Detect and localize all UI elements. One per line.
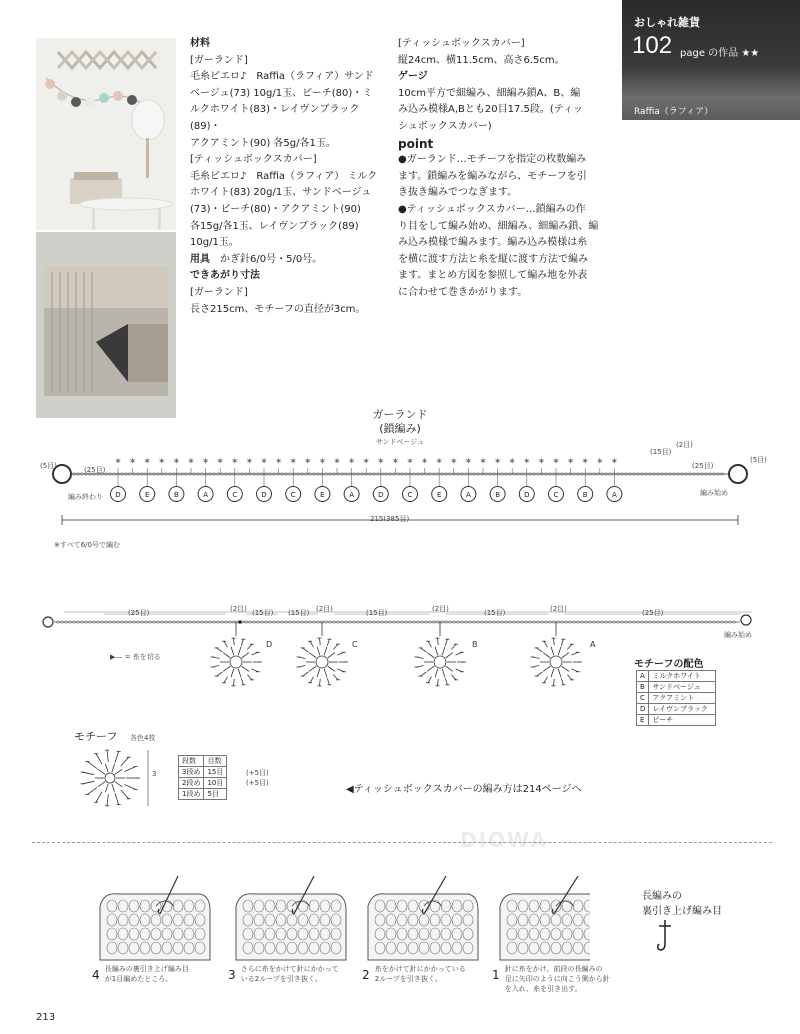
stitch-stroke: [324, 647, 327, 656]
stitch-stroke: [333, 644, 338, 649]
materials-line: アクアミント(90) 各5g/各1玉。: [190, 137, 336, 149]
gauge-line: シュボックスカバー): [398, 120, 492, 132]
step-text: 針に糸をかけ、前段の長編みの 足に矢印のように向こう側から針 を入れ、糸を引き出す。: [504, 965, 610, 993]
stitch-stroke: [96, 792, 102, 802]
top-2-label: (2目): [676, 441, 693, 449]
stitch-stroke: [445, 639, 447, 646]
table-row: [179, 756, 227, 767]
page-label: page の作品 ★★: [680, 48, 760, 59]
step-caption-1: [492, 964, 632, 994]
stitch-stroke: [537, 648, 543, 652]
table-cell: C: [637, 693, 649, 704]
garland-title: ガーランド: [372, 408, 428, 421]
step-caption-3: [228, 964, 358, 984]
picot-mark: ✶: [479, 457, 487, 467]
stitch-stroke: [87, 787, 97, 794]
stitch-stroke: [445, 678, 447, 685]
stitch-stroke: [451, 675, 456, 680]
table-cell: 2段め: [179, 778, 204, 789]
stitch-stroke: [327, 639, 329, 646]
materials-line: 毛糸ピエロ♪ Raffia（ラフィア） ミルク: [190, 170, 378, 182]
materials-line: ホワイト(83) 20g/1玉、サンドベージュ: [190, 187, 372, 199]
stitch-stroke: [303, 648, 309, 652]
join-seg-2: (2目): [432, 605, 449, 613]
table-cell: ピーチ: [649, 715, 716, 726]
point-line: に合わせて巻きかがります。: [398, 286, 528, 298]
stitch-stroke: [252, 652, 258, 655]
join-seg-15: (15目): [288, 609, 310, 617]
motif-letter: D: [261, 491, 267, 499]
garland-total: 215(385目): [370, 515, 410, 523]
stitch-stroke: [328, 666, 335, 671]
point-line: ます。まとめ方図を参照して編み地を外表: [398, 270, 588, 282]
table-cell: E: [637, 715, 649, 726]
stitch-stroke: [115, 751, 119, 762]
stitch-stroke: [558, 647, 561, 656]
motif-letter: E: [144, 491, 150, 499]
stitch-stroke: [572, 669, 578, 672]
watermark: DIOWA: [460, 828, 548, 852]
stitch-stroke: [319, 679, 320, 686]
stitch-stroke: [125, 767, 136, 772]
stitch-stroke: [121, 790, 129, 799]
motif-letter: A: [612, 491, 617, 499]
page-number: 213: [36, 1012, 56, 1023]
point-line: り目をして編み始め、細編み、細編み鎖、編: [398, 220, 599, 232]
picot-mark: ✶: [537, 457, 546, 467]
motif-center: [230, 656, 242, 668]
picot-mark: ✶: [114, 457, 122, 467]
end-chain-left: (25目): [84, 466, 106, 474]
gauge-line: み込み模様A,Bとも20目17.5段。(ティッ: [398, 104, 583, 116]
step-number: 4: [92, 968, 100, 982]
picot-mark: ✶: [158, 457, 166, 467]
stitch-stroke: [309, 666, 316, 671]
gauge-title: ゲージ: [398, 71, 428, 83]
increase-label: (+5目): [246, 769, 269, 777]
table-cell: レイヴンブラック: [649, 704, 716, 715]
motif-diameter: 3: [152, 770, 157, 778]
stitch-stroke: [427, 666, 434, 671]
materials-title: 材料: [190, 38, 210, 49]
stitch-stroke: [338, 652, 344, 655]
stitch-stroke: [451, 644, 456, 649]
garland-subtitle: (鎖編み): [379, 422, 421, 435]
stitch-stroke: [303, 672, 309, 676]
join-dot: [238, 620, 241, 623]
stitch-stroke: [572, 652, 578, 655]
stitch-stroke: [125, 785, 136, 790]
steps-title-line: 長編みの: [642, 891, 682, 902]
stitch-stroke: [112, 784, 115, 793]
stitch-stroke: [427, 653, 434, 658]
table-cell: 5目: [204, 789, 227, 800]
stitch-stroke: [115, 782, 122, 787]
stitch-stroke: [435, 669, 438, 678]
join-seg-15: (15目): [366, 609, 388, 617]
steps-title: [642, 887, 722, 917]
table-header: 段数: [179, 756, 204, 767]
picot-mark: ✶: [245, 457, 254, 467]
section-divider: [32, 842, 772, 843]
stitch-stroke: [98, 782, 105, 787]
stitch-stroke: [435, 647, 438, 656]
stitch-symbol-icon: [650, 918, 680, 954]
picot-mark: ✶: [391, 457, 400, 467]
stitch-stroke: [442, 647, 445, 656]
motif-letter: D: [524, 491, 530, 499]
materials-line: [ティッシュボックスカバー]: [190, 154, 317, 166]
picot-mark: ✶: [552, 457, 560, 467]
stitch-stroke: [561, 678, 563, 685]
join-seg-2: (2目): [550, 605, 567, 613]
stitch-stroke: [309, 653, 316, 658]
stitch-stroke: [338, 669, 344, 672]
point-line: ●ガーランド…モチーフを指定の枚数編み: [398, 154, 587, 166]
stitch-stroke: [544, 641, 548, 647]
stitch-stroke: [319, 638, 320, 645]
start-loop: [741, 615, 751, 625]
stitch-stroke: [328, 653, 335, 658]
motif-letter: E: [436, 491, 442, 499]
table-cell: サンドベージュ: [649, 682, 716, 693]
picot-mark: ✶: [260, 457, 268, 467]
fabric-swatch: [500, 894, 590, 960]
motif-center: [550, 656, 562, 668]
stitch-stroke: [87, 762, 97, 769]
picot-mark: ✶: [201, 457, 210, 467]
join-seg-15: (15目): [252, 609, 274, 617]
picot-mark: ✶: [420, 457, 429, 467]
stitch-stroke: [252, 669, 258, 672]
stitch-stroke: [112, 764, 115, 773]
picot-mark: ✶: [377, 457, 385, 467]
picot-mark: ✶: [289, 457, 297, 467]
stitch-stroke: [217, 648, 223, 652]
motif-center: [105, 773, 115, 783]
stitch-stroke: [567, 675, 572, 680]
reference-note: ◀ティッシュボックスカバーの編み方は214ページへ: [346, 784, 582, 795]
tools-line: [190, 252, 386, 269]
stitch-stroke: [537, 672, 543, 676]
stitch-stroke: [544, 677, 548, 683]
stitch-stroke: [437, 638, 438, 645]
motif-rounds-table: [178, 755, 227, 800]
cut-legend: [110, 652, 161, 662]
motif-letter: D: [115, 491, 121, 499]
picot-mark: ✶: [450, 457, 458, 467]
stitch-stroke: [107, 750, 108, 762]
join-label-b: B: [472, 640, 478, 649]
garland-start-label: 編み始め: [700, 489, 728, 497]
stitch-stroke: [456, 652, 462, 655]
motif-letter: C: [290, 491, 296, 499]
step-text: さらに糸をかけて針にかかって いる2ループを引き抜く。: [240, 965, 339, 983]
join-label-d: D: [266, 640, 273, 649]
needle-note: ※すべて6/0号で編む: [54, 541, 120, 549]
motif-colors-table: [636, 670, 716, 726]
table-row: [637, 715, 716, 726]
garland-color: サンドベージュ: [375, 438, 425, 446]
stitch-stroke: [238, 669, 241, 678]
stitch-stroke: [567, 644, 572, 649]
table-row: [637, 671, 716, 682]
cut-legend-text: = 糸を切る: [124, 653, 161, 661]
table-cell: 15目: [204, 767, 227, 778]
motif-letter: B: [582, 491, 588, 499]
stitch-stroke: [333, 675, 338, 680]
gauge-line: 10cm平方で細編み、細編み鎖A、B、編: [398, 87, 581, 99]
table-row: [179, 778, 227, 789]
step-illustrations: [90, 876, 590, 966]
picot-mark: ✶: [464, 457, 473, 467]
stitch-stroke: [553, 638, 554, 645]
table-cell: ミルクホワイト: [649, 671, 716, 682]
picot-mark: ✶: [347, 457, 356, 467]
picot-mark: ✶: [523, 457, 531, 467]
point-line: み込み模様で編みます。編み込み模様は糸: [398, 237, 588, 249]
stitch-stroke: [310, 677, 314, 683]
picot-mark: ✶: [187, 457, 195, 467]
stitch-stroke: [224, 641, 228, 647]
size-title: できあがり寸法: [190, 270, 260, 282]
yarn-label: Raffia（ラフィア）: [634, 107, 714, 117]
stitch-stroke: [456, 669, 462, 672]
category-label: おしゃれ雑貨: [634, 16, 700, 29]
end-loop: [43, 617, 53, 627]
motif-letter: A: [203, 491, 208, 499]
table-row: [637, 682, 716, 693]
stitch-stroke: [242, 666, 249, 671]
table-row: [179, 789, 227, 800]
tissue-size: 縦24cm、横11.5cm、高さ6.5cm。: [398, 54, 565, 66]
picot-mark: ✶: [318, 457, 327, 467]
table-cell: 10目: [204, 778, 227, 789]
steps-title-line: 裏引き上げ編み目: [642, 906, 722, 917]
stitch-stroke: [96, 754, 102, 764]
start-loop: [729, 465, 747, 483]
picot-mark: ✶: [304, 457, 312, 467]
step-caption-4: [92, 964, 222, 984]
stitch-stroke: [317, 647, 320, 656]
stitch-stroke: [442, 669, 445, 678]
point-line: ●ティッシュボックスカバー…鎖編みの作: [398, 203, 586, 215]
motif-count: 各色4枚: [130, 734, 156, 742]
table-cell: アクアミント: [649, 693, 716, 704]
stitch-stroke: [121, 757, 129, 766]
motif-center: [316, 656, 328, 668]
table-cell: 3段め: [179, 767, 204, 778]
stitch-stroke: [247, 675, 252, 680]
table-row: [179, 767, 227, 778]
table-row: [637, 693, 716, 704]
stitch-stroke: [223, 666, 230, 671]
step-text: 長編みの裏引き上げ編み目 が1目編めたところ。: [104, 965, 189, 983]
picot-mark: ✶: [581, 457, 589, 467]
picot-mark: ✶: [508, 457, 516, 467]
picot-mark: ✶: [231, 457, 239, 467]
stitch-stroke: [238, 647, 241, 656]
table-row: [637, 704, 716, 715]
cut-arrow-icon: ▶—: [110, 653, 123, 661]
stitch-stroke: [558, 669, 561, 678]
picot-mark: ✶: [596, 457, 604, 467]
table-cell: D: [637, 704, 649, 715]
motif-title: モチーフ: [74, 730, 118, 743]
stitch-stroke: [561, 639, 563, 646]
table-cell: A: [637, 671, 649, 682]
join-seg-2: (2目): [230, 605, 247, 613]
tools-title: 用具: [190, 253, 210, 265]
product-photo-garland: [36, 38, 176, 230]
tissue-title: [ティッシュボックスカバー]: [398, 38, 525, 49]
join-seg-2: (2目): [316, 605, 333, 613]
motif-letter: B: [495, 491, 501, 499]
join-seg-25: (25目): [128, 609, 150, 617]
stitch-stroke: [553, 679, 554, 686]
stitch-stroke: [223, 653, 230, 658]
step-number: 3: [228, 968, 236, 982]
table-header: 目数: [204, 756, 227, 767]
point-line: を横に渡す方法と糸を縦に渡す方法で編み: [398, 253, 588, 265]
stitch-stroke: [562, 653, 569, 658]
stitch-stroke: [562, 666, 569, 671]
stitch-stroke: [224, 677, 228, 683]
motif-letter: C: [232, 491, 238, 499]
motif-letter: B: [173, 491, 179, 499]
point-title: point: [398, 136, 434, 151]
join-seg-15: (15目): [484, 609, 506, 617]
stitch-stroke: [231, 669, 234, 678]
picot-mark: ✶: [362, 457, 370, 467]
stitch-stroke: [310, 641, 314, 647]
product-photo-tissue-box: [36, 232, 176, 418]
stitch-stroke: [115, 793, 119, 804]
gauge-column: [398, 36, 604, 302]
picot-mark: ✶: [493, 457, 502, 467]
project-number: 102: [632, 32, 673, 59]
picot-mark: ✶: [128, 457, 137, 467]
materials-line: 10g/1玉。: [190, 237, 239, 249]
materials-line: 毛糸ピエロ♪ Raffia（ラフィア）サンド: [190, 71, 374, 83]
stitch-stroke: [437, 679, 438, 686]
table-cell: B: [637, 682, 649, 693]
step-text: 糸をかけて針にかかっている 2ループを引き抜く。: [374, 965, 466, 983]
end-chain-right: (25目): [692, 462, 714, 470]
loop-label-right: (5目): [750, 456, 767, 464]
step-number: 1: [492, 968, 500, 982]
materials-line: [ガーランド]: [190, 54, 248, 66]
stitch-stroke: [247, 644, 252, 649]
materials-line: (73)・ピーチ(80)・アクアミント(90): [190, 203, 361, 215]
stitch-stroke: [324, 669, 327, 678]
stitch-stroke: [421, 672, 427, 676]
stitch-stroke: [217, 672, 223, 676]
stitch-stroke: [543, 653, 550, 658]
picot-mark: ✶: [143, 457, 151, 467]
step-caption-2: [362, 964, 492, 984]
materials-line: ベージュ(73) 10g/1玉、ピーチ(80)・ミ: [190, 87, 373, 99]
join-label-a: A: [590, 640, 596, 649]
stitch-stroke: [105, 764, 108, 773]
motif-letter: C: [407, 491, 413, 499]
stitch-stroke: [421, 648, 427, 652]
materials-column: [190, 36, 386, 318]
garland-end-label: 編み終わり: [68, 493, 103, 501]
picot-mark: ✶: [274, 457, 283, 467]
stitch-stroke: [233, 638, 234, 645]
stitch-stroke: [233, 679, 234, 686]
motif-letter: A: [466, 491, 471, 499]
point-line: き抜き編みでつなぎます。: [398, 187, 518, 199]
motif-letter: D: [378, 491, 384, 499]
stitch-stroke: [446, 653, 453, 658]
motif-chart: [70, 744, 160, 814]
join-start-label: 編み始め: [724, 631, 752, 639]
stitch-stroke: [241, 639, 243, 646]
picot-mark: ✶: [172, 457, 181, 467]
picot-mark: ✶: [435, 457, 443, 467]
stitch-stroke: [317, 669, 320, 678]
stitch-stroke: [107, 794, 108, 806]
picot-mark: ✶: [406, 457, 414, 467]
stitch-stroke: [428, 677, 432, 683]
point-line: ます。鎖編みを編みながら、モチーフを引: [398, 170, 587, 182]
stitch-stroke: [543, 666, 550, 671]
stitch-stroke: [551, 647, 554, 656]
picot-mark: ✶: [566, 457, 575, 467]
stitch-stroke: [242, 653, 249, 658]
picot-mark: ✶: [333, 457, 341, 467]
picot-mark: ✶: [216, 457, 224, 467]
table-cell: 1段め: [179, 789, 204, 800]
motif-center: [434, 656, 446, 668]
stitch-stroke: [551, 669, 554, 678]
stitch-stroke: [446, 666, 453, 671]
project-header: [622, 0, 800, 120]
materials-line: ルクホワイト(83)・レイヴンブラック(89)・: [190, 104, 360, 132]
motif-letter: A: [349, 491, 354, 499]
stitch-stroke: [327, 678, 329, 685]
stitch-stroke: [115, 769, 122, 774]
top-15-label: (15目): [650, 448, 672, 456]
motif-colors-title: モチーフの配色: [634, 659, 704, 670]
stitch-stroke: [98, 769, 105, 774]
join-label-c: C: [352, 640, 358, 649]
stitch-stroke: [105, 784, 108, 793]
picot-mark: ✶: [610, 457, 619, 467]
stitch-stroke: [241, 678, 243, 685]
stitch-stroke: [231, 647, 234, 656]
loop-label-left: (5目): [40, 462, 57, 470]
motif-letter: C: [553, 491, 559, 499]
materials-line: 各15g/各1玉、レイヴンブラック(89): [190, 220, 359, 232]
motif-letter: E: [320, 491, 325, 499]
increase-label: (+5目): [246, 779, 269, 787]
step-number: 2: [362, 968, 370, 982]
stitch-stroke: [428, 641, 432, 647]
tools-text: かぎ針6/0号・5/0号。: [220, 253, 323, 265]
size-line: [ガーランド]: [190, 286, 248, 298]
join-seg-25: (25目): [642, 609, 664, 617]
size-line: 長さ215cm、モチーフの直径が3cm。: [190, 303, 366, 315]
